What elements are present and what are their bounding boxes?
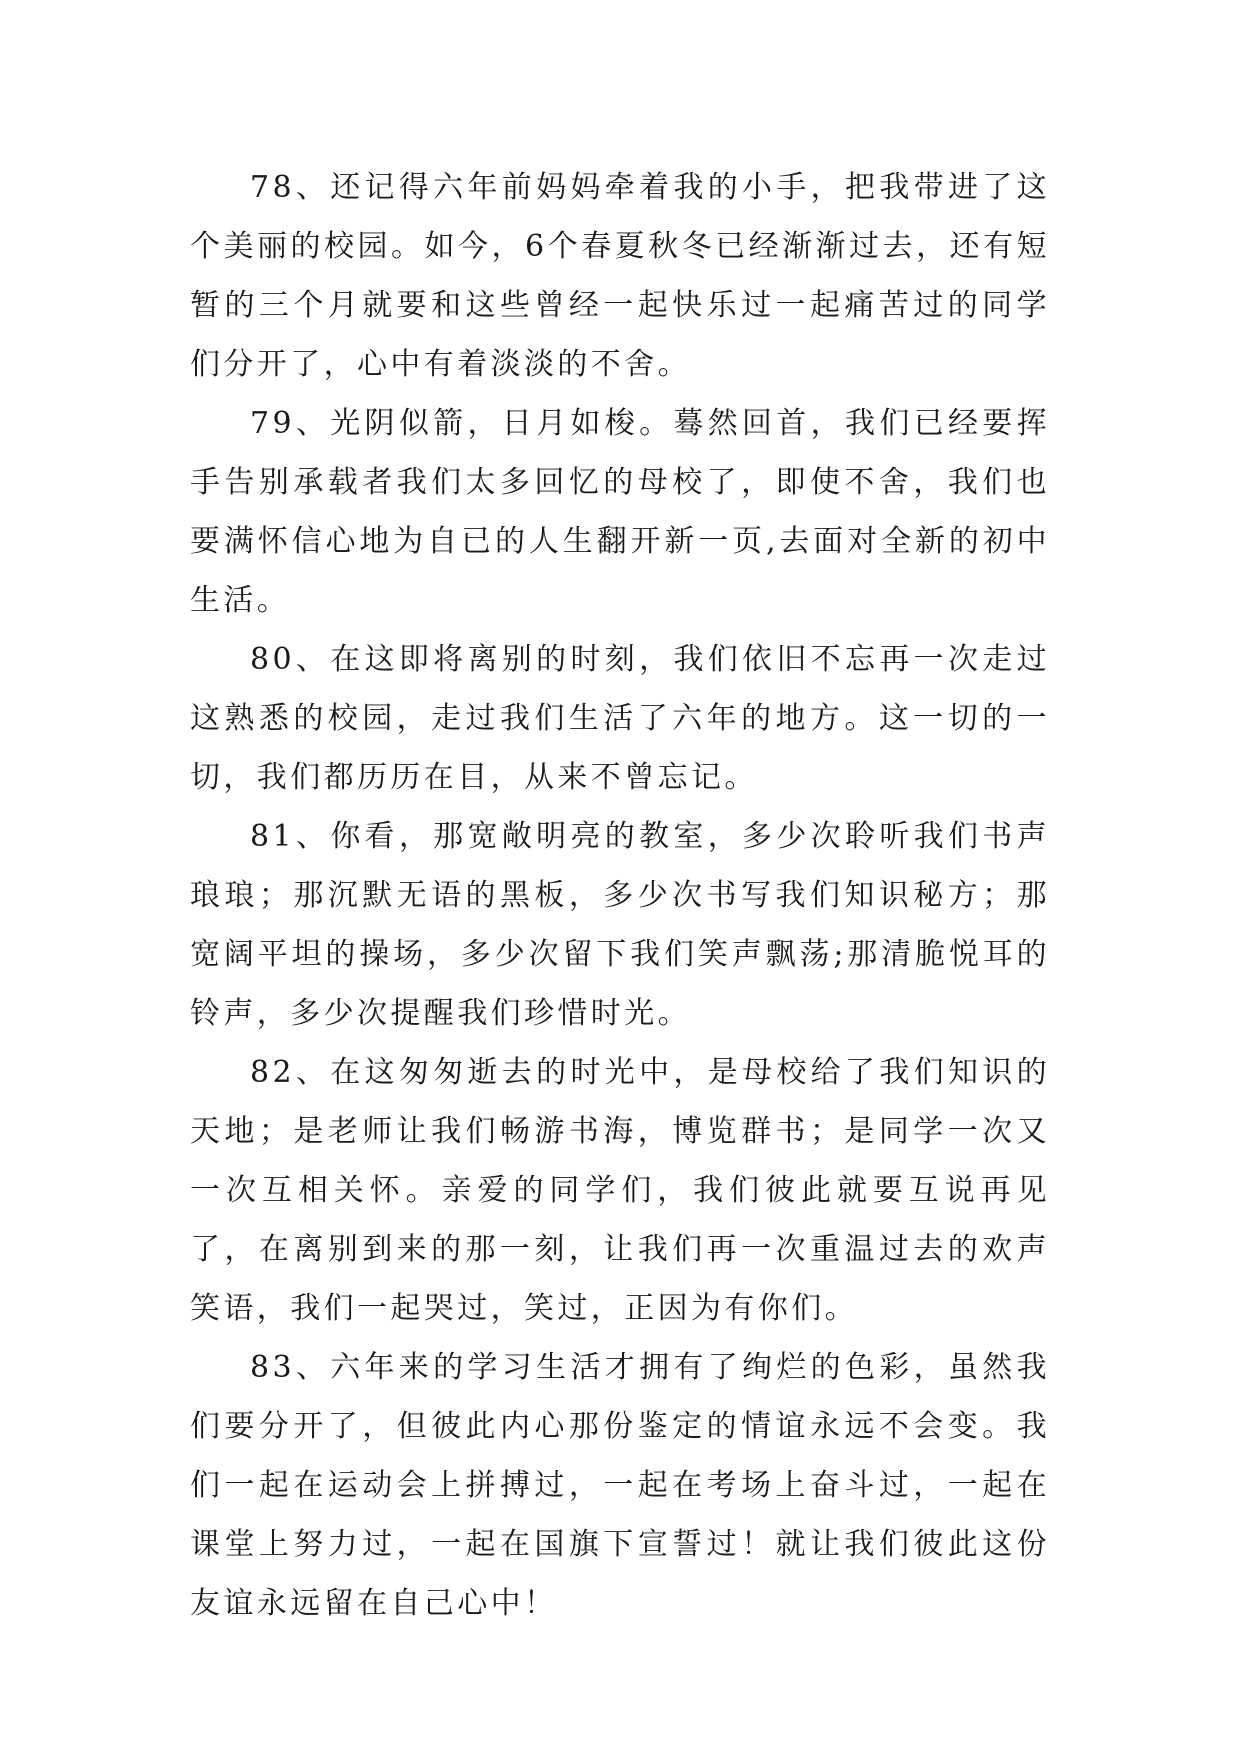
- paragraph-80: 80、在这即将离别的时刻，我们依旧不忘再一次走过这熟悉的校园，走过我们生活了六年的地方。这一切的一切，我们都历历在目，从来不曾忘记。: [190, 642, 1050, 795]
- paragraph-83: 83、六年来的学习生活才拥有了绚烂的色彩，虽然我们要分开了，但彼此内心那份鉴定的情谊永远不会变。我们一起在运动会上拼搏过，一起在考场上奋斗过，一起在课堂上努力过，一起在国旗下宣誓过！就让我们彼此这份友谊永远留在自己心中！: [190, 1350, 1050, 1621]
- paragraph-82: 82、在这匆匆逝去的时光中，是母校给了我们知识的天地；是老师让我们畅游书海，博览群书；是同学一次又一次互相关怀。亲爱的同学们，我们彼此就要互说再见了，在离别到来的那一刻，让我们再一次重温过去的欢声笑语，我们一起哭过，笑过，正因为有你们。: [190, 1055, 1050, 1326]
- paragraph-79: 79、光阴似箭，日月如梭。蓦然回首，我们已经要挥手告别承载者我们太多回忆的母校了，即使不舍，我们也要满怀信心地为自已的人生翻开新一页,去面对全新的初中生活。: [190, 406, 1050, 618]
- document-body: [190, 158, 1050, 1633]
- paragraph-81: 81、你看，那宽敞明亮的教室，多少次聆听我们书声琅琅；那沉默无语的黑板，多少次书写我们知识秘方；那宽阔平坦的操场，多少次留下我们笑声飘荡;那清脆悦耳的铃声，多少次提醒我们珍惜时光。: [190, 819, 1050, 1031]
- paragraph-78: 78、还记得六年前妈妈牵着我的小手，把我带进了这个美丽的校园。如今，6个春夏秋冬已经渐渐过去，还有短暂的三个月就要和这些曾经一起快乐过一起痛苦过的同学们分开了，心中有着淡淡的不舍。: [190, 170, 1050, 382]
